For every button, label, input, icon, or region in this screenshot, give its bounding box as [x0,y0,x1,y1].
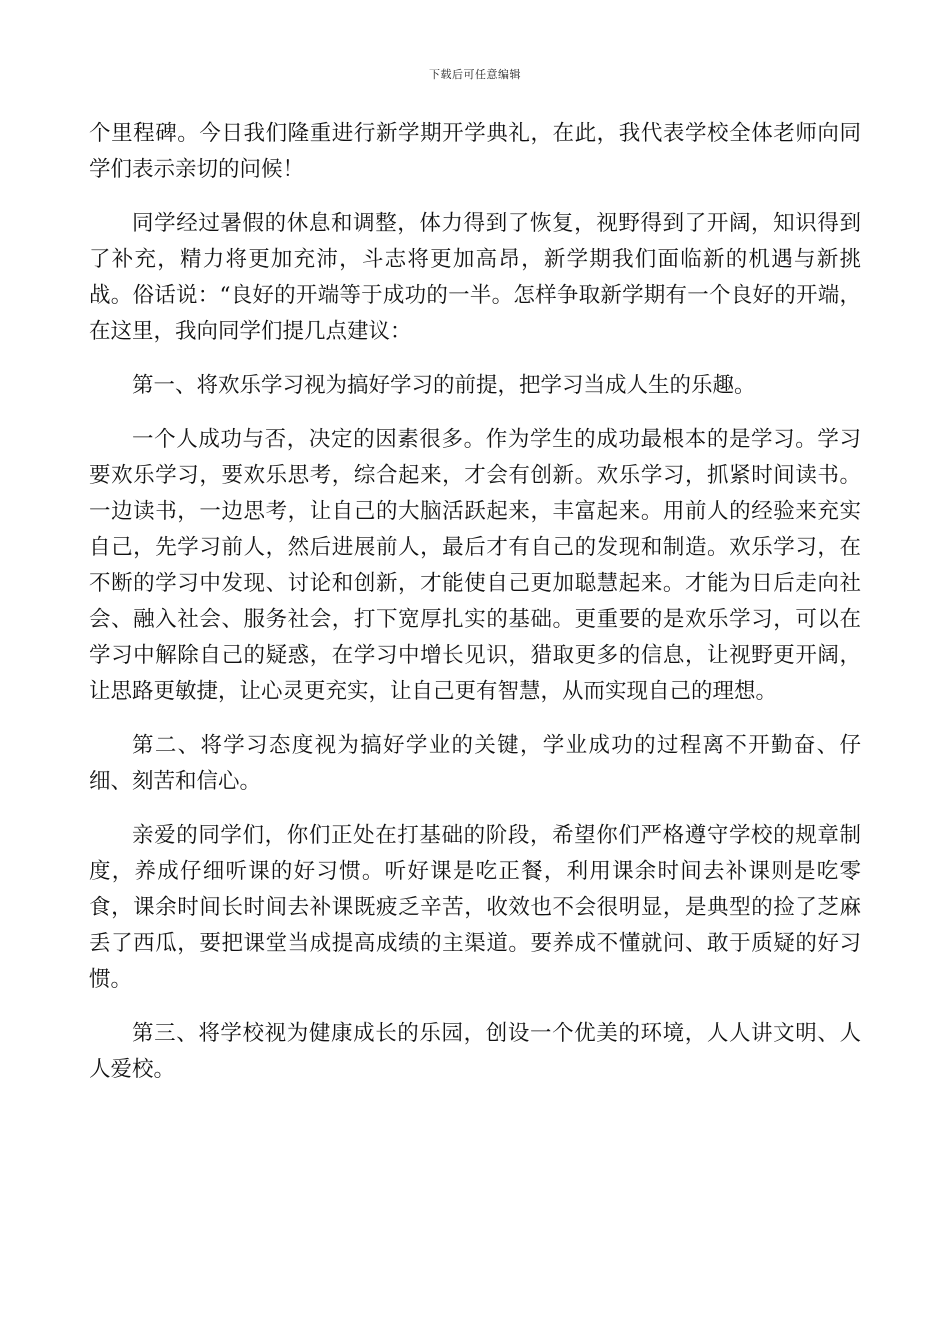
paragraph-heading-third: 第三、将学校视为健康成长的乐园，创设一个优美的环境，人人讲文明、人人爱校。 [89,1021,861,1082]
paragraph: 同学经过暑假的休息和调整，体力得到了恢复，视野得到了开阔，知识得到了补充，精力将更加充沛，斗志将更加高昂，新学期我们面临新的机遇与新挑战。俗话说：“良好的开端等于成功的一半。怎样争取新学期有一个良好的开端，在这里，我向同学们提几点建议： [89,211,861,344]
document-body [89,116,861,1106]
paragraph-heading-second: 第二、将学习态度视为搞好学业的关键，学业成功的过程离不开勤奋、仔细、刻苦和信心。 [89,733,861,794]
paragraph: 亲爱的同学们，你们正处在打基础的阶段，希望你们严格遵守学校的规章制度，养成仔细听课的好习惯。听好课是吃正餐，利用课余时间去补课则是吃零食，课余时间长时间去补课既疲乏辛苦，收效也不会很明显，是典型的捡了芝麻丢了西瓜，要把课堂当成提高成绩的主渠道。要养成不懂就问、敢于质疑的好习惯。 [89,823,861,992]
paragraph: 个里程碑。今日我们隆重进行新学期开学典礼，在此，我代表学校全体老师向同学们表示亲切的问候！ [89,121,861,182]
page-header-note: 下载后可任意编辑 [429,68,521,81]
paragraph: 一个人成功与否，决定的因素很多。作为学生的成功最根本的是学习。学习要欢乐学习，要欢乐思考，综合起来，才会有创新。欢乐学习，抓紧时间读书。一边读书，一边思考，让自己的大脑活跃起来，丰富起来。用前人的经验来充实自己，先学习前人，然后进展前人，最后才有自己的发现和制造。欢乐学习，在不断的学习中发现、讨论和创新，才能使自己更加聪慧起来。才能为日后走向社会、融入社会、服务社会，打下宽厚扎实的基础。更重要的是欢乐学习，可以在学习中解除自己的疑惑，在学习中增长见识，猎取更多的信息，让视野更开阔，让思路更敏捷，让心灵更充实，让自己更有智慧，从而实现自己的理想。 [89,427,861,704]
paragraph-heading-first: 第一、将欢乐学习视为搞好学习的前提，把学习当成人生的乐趣。 [132,373,756,398]
